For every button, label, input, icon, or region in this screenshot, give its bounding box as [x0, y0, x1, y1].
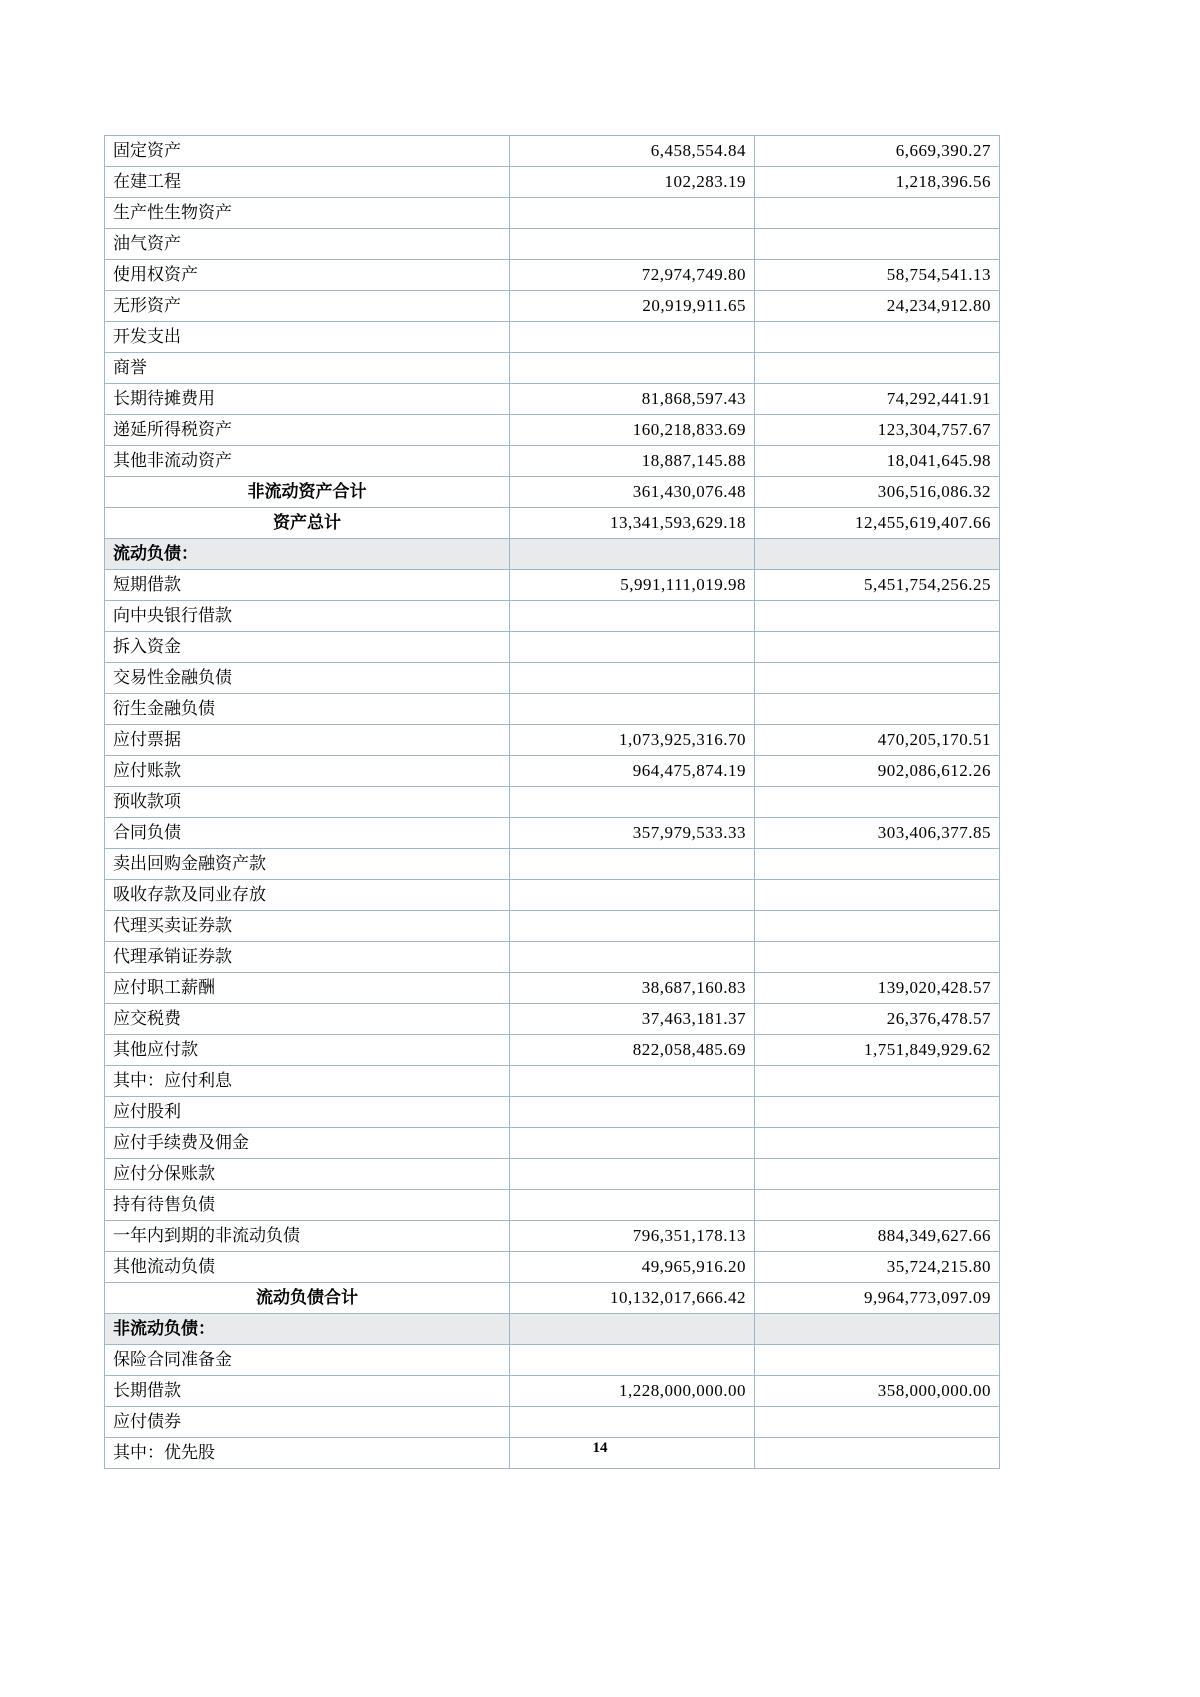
table-row: [105, 1376, 1000, 1407]
table-row: [105, 1345, 1000, 1376]
table-row: [105, 1128, 1000, 1159]
row-label: 长期待摊费用: [105, 384, 510, 415]
table-row: [105, 1066, 1000, 1097]
row-value-period-end: [510, 539, 755, 570]
row-value-period-end: 37,463,181.37: [510, 1004, 755, 1035]
row-label: 固定资产: [105, 136, 510, 167]
row-value-period-end: [510, 1345, 755, 1376]
row-value-period-begin: [755, 1407, 1000, 1438]
balance-sheet-table-wrapper: [104, 135, 999, 1469]
row-label: 吸收存款及同业存放: [105, 880, 510, 911]
row-label: 交易性金融负债: [105, 663, 510, 694]
row-label: 预收款项: [105, 787, 510, 818]
row-value-period-end: 6,458,554.84: [510, 136, 755, 167]
row-label: 开发支出: [105, 322, 510, 353]
row-value-period-begin: [755, 880, 1000, 911]
row-value-period-end: 5,991,111,019.98: [510, 570, 755, 601]
row-value-period-end: [510, 322, 755, 353]
table-row: [105, 477, 1000, 508]
table-row: [105, 353, 1000, 384]
table-row: [105, 1004, 1000, 1035]
row-value-period-end: 81,868,597.43: [510, 384, 755, 415]
row-value-period-begin: [755, 1190, 1000, 1221]
table-row: [105, 632, 1000, 663]
table-row: [105, 601, 1000, 632]
row-value-period-begin: [755, 1314, 1000, 1345]
table-row: [105, 1314, 1000, 1345]
row-value-period-end: [510, 632, 755, 663]
row-value-period-begin: [755, 229, 1000, 260]
row-label: 拆入资金: [105, 632, 510, 663]
row-value-period-begin: 26,376,478.57: [755, 1004, 1000, 1035]
row-value-period-begin: 902,086,612.26: [755, 756, 1000, 787]
row-label: 卖出回购金融资产款: [105, 849, 510, 880]
row-value-period-begin: [755, 1066, 1000, 1097]
row-value-period-end: 102,283.19: [510, 167, 755, 198]
row-label: 应交税费: [105, 1004, 510, 1035]
row-value-period-end: 796,351,178.13: [510, 1221, 755, 1252]
row-label: 流动负债：: [105, 539, 510, 570]
row-value-period-end: [510, 911, 755, 942]
table-row: [105, 942, 1000, 973]
balance-sheet-rows: [105, 136, 1000, 1469]
row-value-period-begin: 74,292,441.91: [755, 384, 1000, 415]
row-label: 其中：应付利息: [105, 1066, 510, 1097]
row-value-period-begin: [755, 1345, 1000, 1376]
row-value-period-end: [510, 1128, 755, 1159]
row-label: 生产性生物资产: [105, 198, 510, 229]
row-value-period-end: 10,132,017,666.42: [510, 1283, 755, 1314]
row-value-period-end: 20,919,911.65: [510, 291, 755, 322]
row-label: 递延所得税资产: [105, 415, 510, 446]
row-value-period-end: [510, 198, 755, 229]
row-value-period-begin: 5,451,754,256.25: [755, 570, 1000, 601]
table-row: [105, 787, 1000, 818]
row-value-period-begin: 1,751,849,929.62: [755, 1035, 1000, 1066]
row-value-period-begin: [755, 911, 1000, 942]
row-value-period-end: [510, 880, 755, 911]
row-value-period-begin: 9,964,773,097.09: [755, 1283, 1000, 1314]
table-row: [105, 911, 1000, 942]
row-label: 油气资产: [105, 229, 510, 260]
row-label: 保险合同准备金: [105, 1345, 510, 1376]
row-value-period-end: [510, 601, 755, 632]
row-value-period-begin: 1,218,396.56: [755, 167, 1000, 198]
row-label: 应付手续费及佣金: [105, 1128, 510, 1159]
table-row: [105, 446, 1000, 477]
table-row: [105, 1283, 1000, 1314]
row-value-period-begin: [755, 694, 1000, 725]
row-label: 应付账款: [105, 756, 510, 787]
row-value-period-end: 357,979,533.33: [510, 818, 755, 849]
row-label: 代理买卖证券款: [105, 911, 510, 942]
row-value-period-begin: 139,020,428.57: [755, 973, 1000, 1004]
table-row: [105, 570, 1000, 601]
row-label: 其中：优先股: [105, 1438, 510, 1469]
table-row: [105, 136, 1000, 167]
table-row: [105, 1097, 1000, 1128]
table-row: [105, 198, 1000, 229]
table-row: [105, 1035, 1000, 1066]
row-value-period-begin: [755, 353, 1000, 384]
row-value-period-end: [510, 663, 755, 694]
table-row: [105, 1159, 1000, 1190]
table-row: [105, 880, 1000, 911]
table-row: [105, 973, 1000, 1004]
row-label: 其他应付款: [105, 1035, 510, 1066]
row-value-period-begin: 18,041,645.98: [755, 446, 1000, 477]
table-row: [105, 322, 1000, 353]
row-value-period-end: 822,058,485.69: [510, 1035, 755, 1066]
row-value-period-begin: [755, 663, 1000, 694]
row-value-period-begin: 58,754,541.13: [755, 260, 1000, 291]
row-value-period-begin: 470,205,170.51: [755, 725, 1000, 756]
row-value-period-begin: 358,000,000.00: [755, 1376, 1000, 1407]
row-value-period-end: 38,687,160.83: [510, 973, 755, 1004]
row-value-period-begin: [755, 849, 1000, 880]
row-label: 应付职工薪酬: [105, 973, 510, 1004]
row-label: 在建工程: [105, 167, 510, 198]
row-value-period-begin: 35,724,215.80: [755, 1252, 1000, 1283]
row-label: 衍生金融负债: [105, 694, 510, 725]
table-row: [105, 756, 1000, 787]
row-label: 短期借款: [105, 570, 510, 601]
row-value-period-end: 13,341,593,629.18: [510, 508, 755, 539]
table-row: [105, 508, 1000, 539]
row-label: 持有待售负债: [105, 1190, 510, 1221]
table-row: [105, 1252, 1000, 1283]
row-value-period-end: [510, 1314, 755, 1345]
row-label: 应付分保账款: [105, 1159, 510, 1190]
table-row: [105, 260, 1000, 291]
table-row: [105, 818, 1000, 849]
row-value-period-begin: [755, 601, 1000, 632]
table-row: [105, 415, 1000, 446]
row-value-period-begin: 12,455,619,407.66: [755, 508, 1000, 539]
table-row: [105, 1407, 1000, 1438]
row-value-period-begin: 24,234,912.80: [755, 291, 1000, 322]
page-number: 14: [592, 1440, 608, 1456]
row-label: 代理承销证券款: [105, 942, 510, 973]
table-row: [105, 1221, 1000, 1252]
row-value-period-begin: [755, 539, 1000, 570]
row-value-period-end: [510, 787, 755, 818]
row-label: 长期借款: [105, 1376, 510, 1407]
row-value-period-begin: 884,349,627.66: [755, 1221, 1000, 1252]
row-value-period-end: [510, 1097, 755, 1128]
row-value-period-end: [510, 229, 755, 260]
row-value-period-end: [510, 1066, 755, 1097]
row-value-period-end: 160,218,833.69: [510, 415, 755, 446]
row-label: 使用权资产: [105, 260, 510, 291]
row-value-period-begin: [755, 632, 1000, 663]
row-label: 非流动负债：: [105, 1314, 510, 1345]
table-row: [105, 1190, 1000, 1221]
row-value-period-end: 18,887,145.88: [510, 446, 755, 477]
row-value-period-end: 49,965,916.20: [510, 1252, 755, 1283]
row-value-period-end: 964,475,874.19: [510, 756, 755, 787]
row-label: 流动负债合计: [105, 1283, 510, 1314]
row-label: 其他非流动资产: [105, 446, 510, 477]
row-value-period-end: [510, 849, 755, 880]
row-value-period-begin: [755, 198, 1000, 229]
table-row: [105, 694, 1000, 725]
table-row: [105, 291, 1000, 322]
row-label: 合同负债: [105, 818, 510, 849]
balance-sheet-table: [104, 135, 1000, 1469]
table-row: [105, 167, 1000, 198]
row-value-period-begin: 306,516,086.32: [755, 477, 1000, 508]
table-row: [105, 229, 1000, 260]
row-label: 一年内到期的非流动负债: [105, 1221, 510, 1252]
table-row: [105, 725, 1000, 756]
row-value-period-begin: [755, 942, 1000, 973]
row-value-period-end: 1,073,925,316.70: [510, 725, 755, 756]
row-label: 其他流动负债: [105, 1252, 510, 1283]
row-value-period-end: 361,430,076.48: [510, 477, 755, 508]
row-value-period-begin: [755, 787, 1000, 818]
row-value-period-begin: 6,669,390.27: [755, 136, 1000, 167]
row-label: 商誉: [105, 353, 510, 384]
row-value-period-end: [510, 1190, 755, 1221]
row-value-period-end: 72,974,749.80: [510, 260, 755, 291]
table-row: [105, 663, 1000, 694]
row-value-period-end: [510, 353, 755, 384]
table-row: [105, 384, 1000, 415]
row-value-period-end: 1,228,000,000.00: [510, 1376, 755, 1407]
table-row: [105, 849, 1000, 880]
row-value-period-begin: [755, 1159, 1000, 1190]
row-value-period-begin: [755, 1097, 1000, 1128]
row-value-period-begin: [755, 1128, 1000, 1159]
table-row: [105, 539, 1000, 570]
row-label: 应付票据: [105, 725, 510, 756]
row-label: 资产总计: [105, 508, 510, 539]
row-label: 应付股利: [105, 1097, 510, 1128]
row-label: 应付债券: [105, 1407, 510, 1438]
row-label: 向中央银行借款: [105, 601, 510, 632]
row-value-period-end: [510, 942, 755, 973]
row-value-period-begin: [755, 322, 1000, 353]
row-label: 无形资产: [105, 291, 510, 322]
row-value-period-end: [510, 1407, 755, 1438]
row-value-period-end: [510, 1159, 755, 1190]
row-value-period-begin: 123,304,757.67: [755, 415, 1000, 446]
row-value-period-begin: 303,406,377.85: [755, 818, 1000, 849]
row-value-period-end: [510, 694, 755, 725]
row-label: 非流动资产合计: [105, 477, 510, 508]
